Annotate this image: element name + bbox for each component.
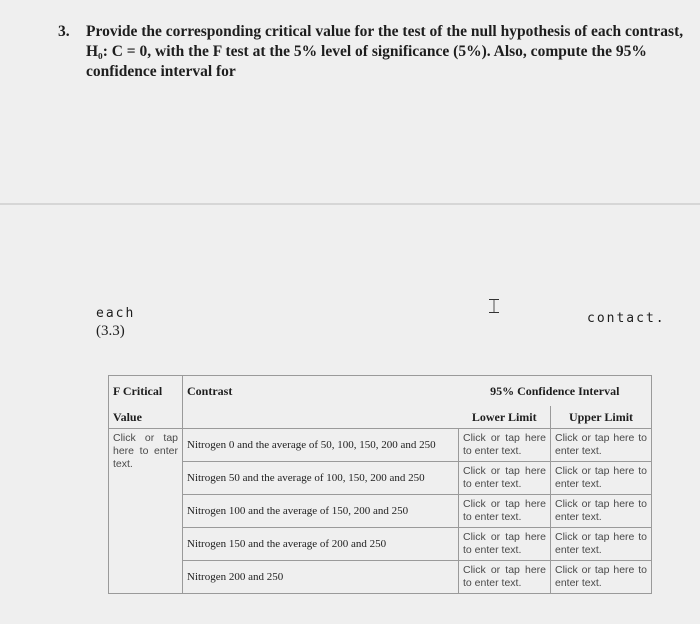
section-number: (3.3) [96,323,125,339]
lower-limit-input[interactable]: Click or tap here to enter text. [459,462,551,495]
continuation-contact: contact. [587,311,666,326]
upper-limit-input[interactable]: Click or tap here to enter text. [551,462,652,495]
header-upper-limit: Upper Limit [551,406,652,429]
table-row [109,429,652,462]
contrast-table [108,375,652,594]
continuation-each: each [96,306,136,321]
table-row [109,462,652,495]
lower-limit-input[interactable]: Click or tap here to enter text. [459,495,551,528]
contrast-label: Nitrogen 0 and the average of 50, 100, 150, 200 and 250 [183,429,459,462]
contrast-label: Nitrogen 200 and 250 [183,561,459,594]
table-row [109,561,652,594]
text-cursor-icon: ⌶ [488,294,500,318]
lower-limit-input[interactable]: Click or tap here to enter text. [459,561,551,594]
f-critical-input[interactable]: Click or tap here to enter text. [109,429,183,594]
contrast-label: Nitrogen 50 and the average of 100, 150, 200 and 250 [183,462,459,495]
question-number: 3. [58,23,70,40]
table-row [109,495,652,528]
header-lower-limit: Lower Limit [459,406,551,429]
header-value: Value [109,406,183,429]
upper-limit-input[interactable]: Click or tap here to enter text. [551,561,652,594]
header-contrast: Contrast [183,376,459,407]
header-contrast-spacer [183,406,459,429]
page-break-divider [0,203,700,205]
upper-limit-input[interactable]: Click or tap here to enter text. [551,429,652,462]
table-row [109,528,652,561]
header-confidence-interval: 95% Confidence Interval [459,376,652,407]
question-text: Provide the corresponding critical value for the test of the null hypothesis of each contrast, H₀: C = 0, with the F test at the 5% level of significance (5%). Also, compute the 95% confidence interval for [86,23,684,80]
contrast-label: Nitrogen 150 and the average of 200 and 250 [183,528,459,561]
lower-limit-input[interactable]: Click or tap here to enter text. [459,429,551,462]
upper-limit-input[interactable]: Click or tap here to enter text. [551,528,652,561]
upper-limit-input[interactable]: Click or tap here to enter text. [551,495,652,528]
lower-limit-input[interactable]: Click or tap here to enter text. [459,528,551,561]
header-f-critical: F Critical [109,376,183,407]
contrast-label: Nitrogen 100 and the average of 150, 200 and 250 [183,495,459,528]
